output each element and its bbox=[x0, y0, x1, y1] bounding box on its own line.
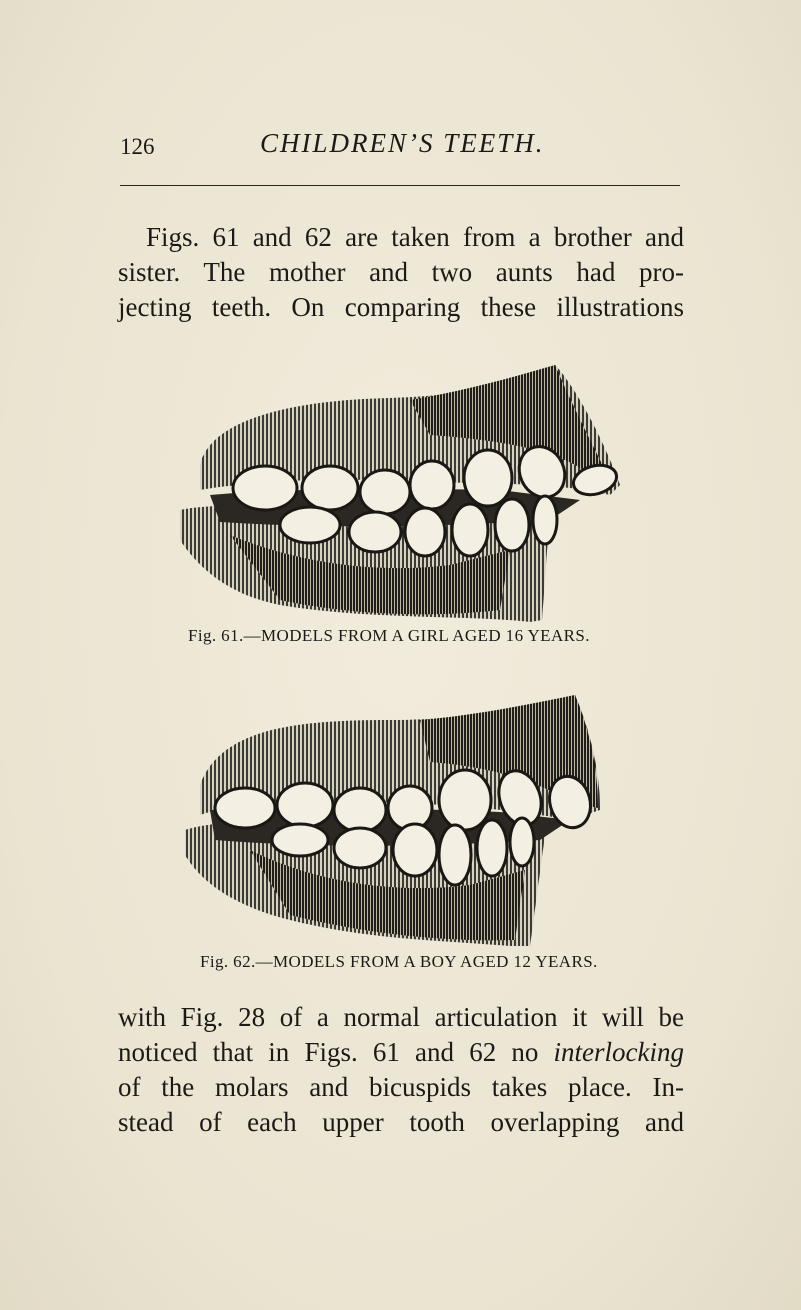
figure-61-caption: Fig. 61.—MODELS FROM A GIRL AGED 16 YEARS. bbox=[188, 626, 590, 645]
dental-models-engraving bbox=[170, 360, 630, 622]
text-line: stead of each upper tooth overlapping and bbox=[118, 1107, 684, 1137]
text-line: jecting teeth. On comparing these illustrations bbox=[118, 292, 684, 322]
header-rule bbox=[120, 185, 680, 186]
figure-62-caption: Fig. 62.—MODELS FROM A BOY AGED 12 YEARS. bbox=[200, 952, 598, 971]
text-line: of the molars and bicuspids takes place. In- bbox=[118, 1072, 684, 1102]
text-line: sister. The mother and two aunts had pro- bbox=[118, 257, 684, 287]
paragraph-continuation bbox=[118, 1000, 684, 1140]
page-number: 126 bbox=[120, 134, 155, 159]
emphasis-interlocking: interlocking bbox=[553, 1037, 684, 1067]
dental-models-engraving bbox=[170, 690, 610, 946]
page-header bbox=[120, 128, 680, 168]
running-title: CHILDREN’S TEETH. bbox=[260, 128, 545, 158]
text-line bbox=[118, 1035, 684, 1070]
figure-61-illustration bbox=[170, 360, 630, 622]
text-run: noticed that in Figs. 61 and 62 no bbox=[118, 1037, 554, 1067]
text-line: with Fig. 28 of a normal articulation it will be bbox=[118, 1002, 684, 1032]
paragraph-intro bbox=[118, 220, 684, 325]
text-line: Figs. 61 and 62 are taken from a brother and bbox=[146, 222, 684, 252]
figure-62-illustration bbox=[170, 690, 610, 946]
